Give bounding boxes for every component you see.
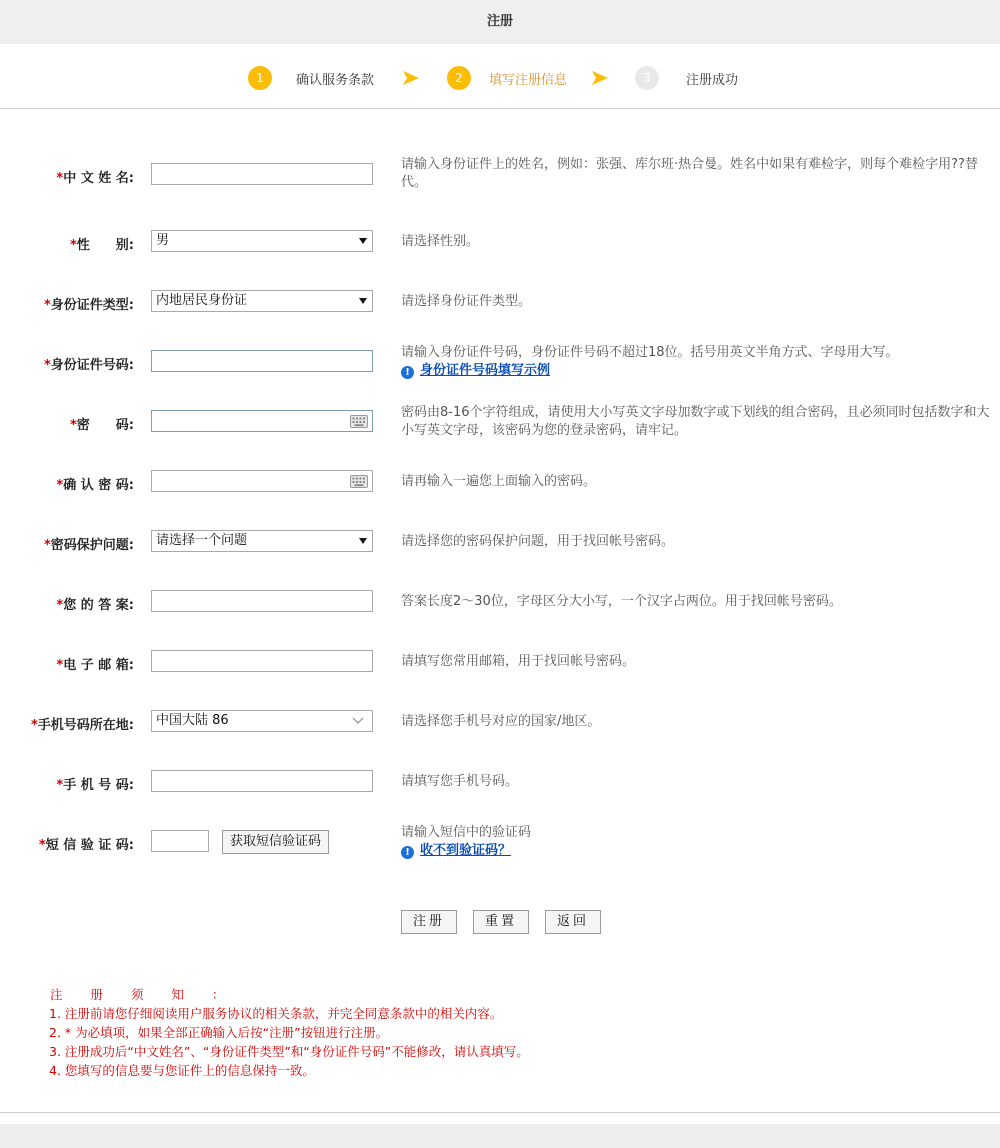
chinese-name-hint: 请输入身份证件上的姓名，例如：张强、库尔班·热合曼。姓名中如果有难检字，则每个难检字用??替代。: [401, 157, 978, 190]
caret-down-icon: [359, 298, 367, 304]
caret-down-icon: [359, 538, 367, 544]
gender-hint: 请选择性别。: [401, 234, 480, 249]
id-type-label: *身份证件类型:: [43, 298, 134, 313]
no-sms-code-link[interactable]: ! 收不到验证码？: [401, 842, 996, 860]
id-type-hint: 请选择身份证件类型。: [401, 294, 532, 309]
info-icon: !: [401, 846, 414, 859]
caret-down-icon: [359, 238, 367, 244]
email-hint: 请填写您常用邮箱，用于找回帐号密码。: [401, 654, 636, 669]
confirm-password-input[interactable]: [151, 470, 373, 492]
id-number-hint: [401, 344, 996, 380]
answer-hint: 答案长度2～30位，字母区分大小写，一个汉字占两位。用于找回帐号密码。: [401, 594, 842, 609]
email-label: *电 子 邮 箱:: [56, 658, 134, 673]
step-2-label: 填写注册信息: [489, 73, 568, 88]
gender-select[interactable]: [151, 230, 373, 252]
footer-divider: [0, 1112, 1000, 1113]
registration-notice: [50, 985, 529, 1080]
sms-code-hint: [401, 824, 996, 860]
id-number-label: *身份证件号码:: [43, 358, 134, 373]
step-3-number: 3: [635, 66, 659, 90]
get-sms-code-button[interactable]: 获取短信验证码: [222, 830, 329, 854]
notice-item: 3. 注册成功后“中文姓名”、“身份证件类型”和“身份证件号码”不能修改，请认真填写。: [49, 1044, 529, 1059]
security-question-select[interactable]: [151, 530, 373, 552]
register-button[interactable]: 注册: [401, 910, 457, 934]
password-hint: 密码由8-16个字符组成，请使用大小写英文字母加数字或下划线的组合密码，且必须同时包括数字和大小写英文字母，该密码为您的登录密码，请牢记。: [401, 405, 990, 438]
security-question-label: *密码保护问题:: [43, 538, 134, 553]
page-header: [0, 0, 1000, 44]
chinese-name-input[interactable]: [151, 163, 373, 185]
step-1-number: 1: [248, 66, 272, 90]
id-number-hint-text: 请输入身份证件号码，身份证件号码不超过18位。括号用英文半角方式、字母用大写。: [401, 345, 899, 360]
phone-region-selected-value: 中国大陆 86: [156, 713, 229, 728]
step-1-label: 确认服务条款: [296, 73, 375, 88]
id-type-selected-value: 内地居民身份证: [156, 293, 248, 308]
security-question-selected-value: 请选择一个问题: [156, 533, 248, 548]
sms-code-hint-text: 请输入短信中的验证码: [401, 825, 532, 840]
sms-code-input[interactable]: [151, 830, 209, 852]
step-3-label: 注册成功: [686, 73, 739, 88]
confirm-password-label: *确 认 密 码:: [56, 478, 134, 493]
gender-label: *性 别:: [69, 238, 134, 253]
back-button[interactable]: 返回: [545, 910, 601, 934]
chevron-down-icon: [352, 717, 364, 725]
answer-label: *您 的 答 案:: [56, 598, 134, 613]
page-title: 注册: [486, 14, 513, 29]
answer-input[interactable]: [151, 590, 373, 612]
info-icon: !: [401, 366, 414, 379]
sms-code-label: *短 信 验 证 码:: [38, 838, 134, 853]
notice-item: 1. 注册前请您仔细阅读用户服务协议的相关条款，并完全同意条款中的相关内容。: [49, 1006, 503, 1021]
step-2-number: 2: [447, 66, 471, 90]
phone-region-hint: 请选择您手机号对应的国家/地区。: [401, 714, 601, 729]
phone-region-label: *手机号码所在地:: [30, 718, 134, 733]
arrow-right-icon: [590, 68, 610, 88]
notice-item: 2. * 为必填项，如果全部正确输入后按“注册”按钮进行注册。: [49, 1025, 389, 1040]
id-number-input[interactable]: [151, 350, 373, 372]
page-footer: [0, 1124, 1000, 1148]
phone-region-select[interactable]: [151, 710, 373, 732]
phone-hint: 请填写您手机号码。: [401, 774, 519, 789]
arrow-right-icon: [401, 68, 421, 88]
email-input[interactable]: [151, 650, 373, 672]
id-number-example-link[interactable]: ! 身份证件号码填写示例: [401, 362, 996, 380]
password-input[interactable]: [151, 410, 373, 432]
notice-item: 4. 您填写的信息要与您证件上的信息保持一致。: [49, 1063, 315, 1078]
notice-title: 注 册 须 知 ：: [50, 987, 237, 1002]
reset-button[interactable]: 重置: [473, 910, 529, 934]
id-type-select[interactable]: [151, 290, 373, 312]
chinese-name-label: *中 文 姓 名:: [56, 171, 134, 186]
keyboard-icon[interactable]: [350, 415, 368, 428]
confirm-password-hint: 请再输入一遍您上面输入的密码。: [401, 474, 597, 489]
gender-selected-value: 男: [156, 233, 170, 248]
phone-input[interactable]: [151, 770, 373, 792]
password-label: *密 码:: [69, 418, 134, 433]
security-question-hint: 请选择您的密码保护问题，用于找回帐号密码。: [401, 534, 675, 549]
registration-steps: [0, 44, 1000, 109]
phone-label: *手 机 号 码:: [56, 778, 134, 793]
keyboard-icon[interactable]: [350, 475, 368, 488]
